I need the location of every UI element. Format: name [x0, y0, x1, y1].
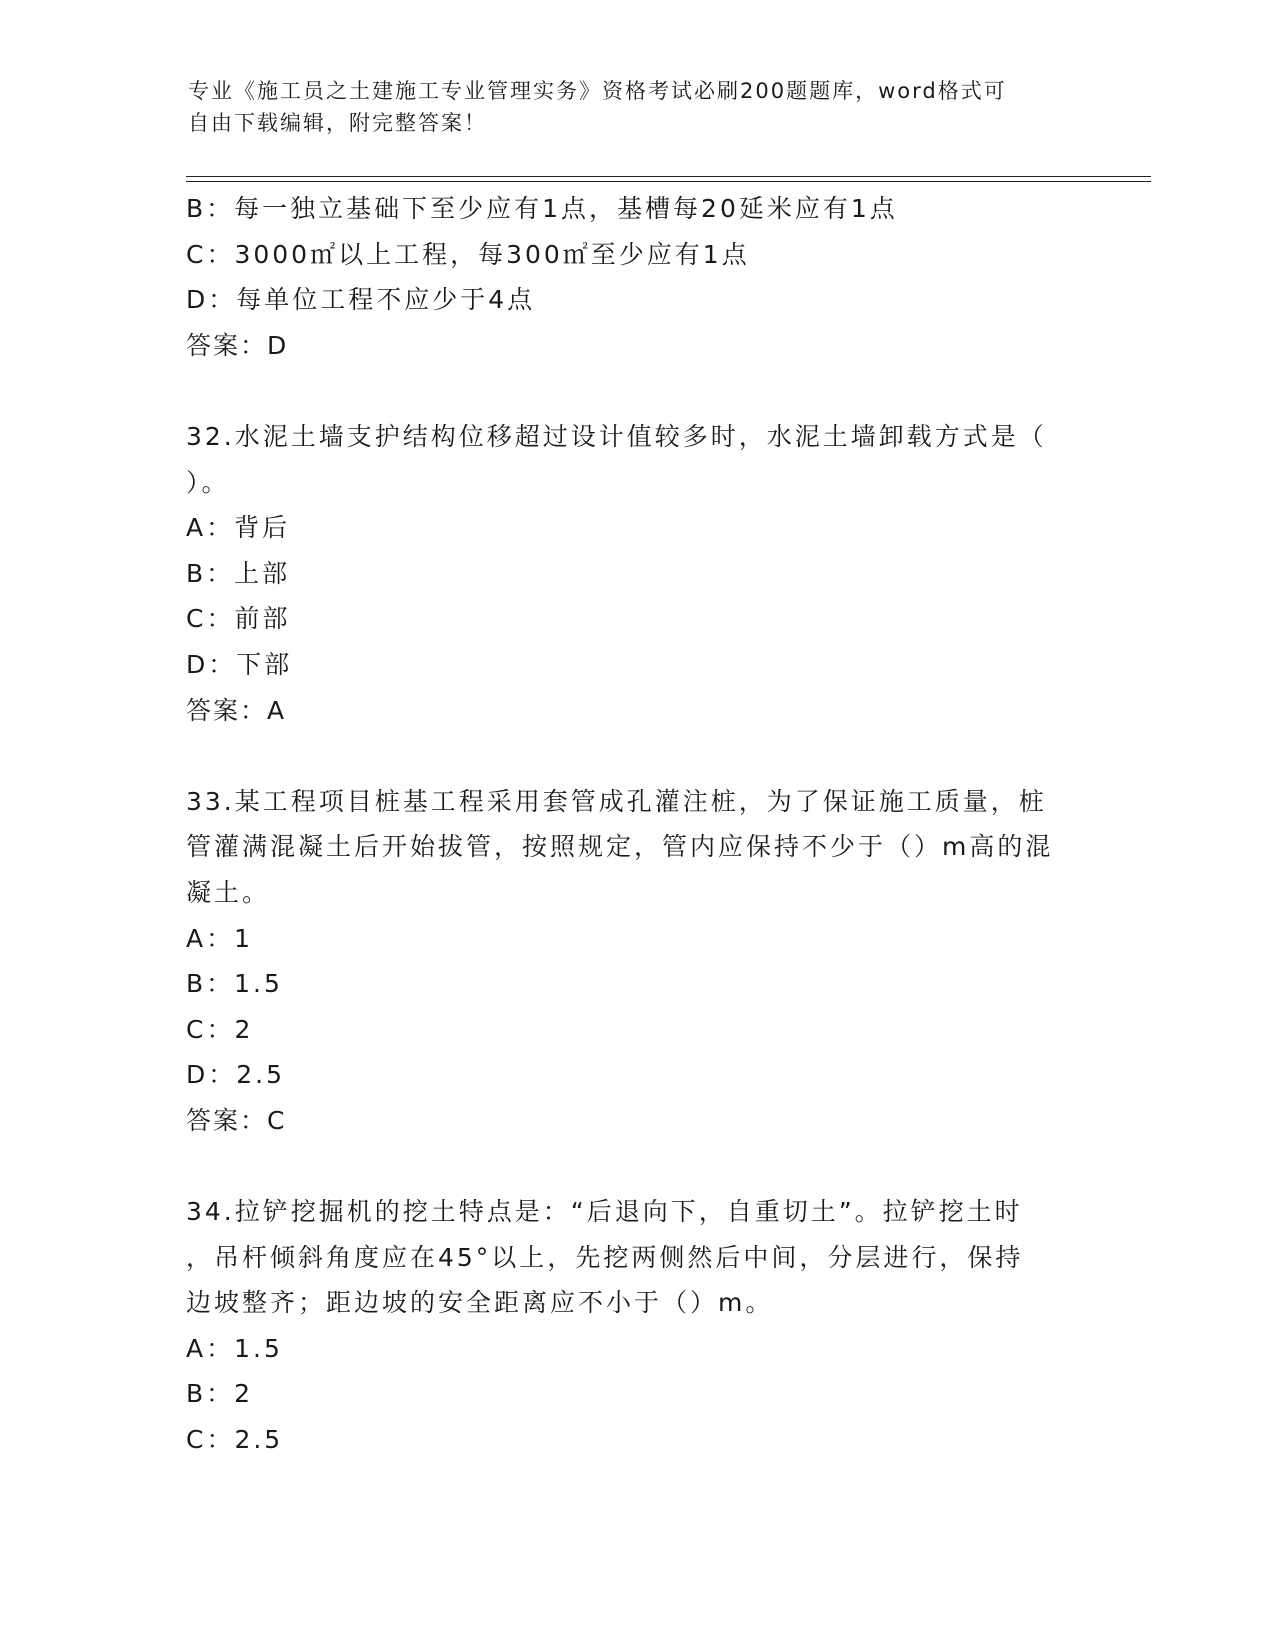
option-d: D：每单位工程不应少于4点	[186, 285, 536, 315]
question-text: 32.水泥土墙支护结构位移超过设计值较多时，水泥土墙卸载方式是（ ）。	[186, 421, 1047, 497]
option-b: B：上部	[186, 558, 291, 588]
option-a: A：1	[186, 923, 254, 953]
option-c: C：前部	[186, 604, 291, 634]
header-divider-bottom	[186, 181, 1151, 182]
answer: 答案：D	[186, 330, 289, 360]
question-text: 34.拉铲挖掘机的挖土特点是：“后退向下，自重切土”。拉铲挖土时 ，吊杆倾斜角度应在45°以上，先挖两侧然后中间，分层进行，保持 边坡整齐；距边坡的安全距离应不小于（）m。	[186, 1197, 1024, 1318]
question-content	[186, 186, 1116, 1463]
option-a: A：1.5	[186, 1333, 283, 1363]
question-33	[186, 779, 1116, 1144]
option-c: C：3000㎡以上工程，每300㎡至少应有1点	[186, 239, 750, 269]
option-d: D：2.5	[186, 1060, 286, 1090]
option-b: B：2	[186, 1379, 254, 1409]
answer: 答案：C	[186, 1105, 287, 1135]
option-d: D：下部	[186, 649, 293, 679]
option-a: A：背后	[186, 513, 291, 543]
question-31	[186, 186, 1116, 368]
header-divider-top	[186, 176, 1151, 177]
spacer	[186, 368, 1116, 414]
question-text: 33.某工程项目桩基工程采用套管成孔灌注桩，为了保证施工质量，桩 管灌满混凝土后开始拔管，按照规定，管内应保持不少于（）m高的混 凝土。	[186, 786, 1054, 907]
option-b: B：1.5	[186, 969, 283, 999]
question-32	[186, 414, 1116, 733]
header-line-1: 专业《施工员之土建施工专业管理实务》资格考试必刷200题题库，word格式可	[188, 79, 1007, 103]
header-line-2: 自由下载编辑，附完整答案！	[188, 111, 487, 135]
spacer	[186, 1143, 1116, 1189]
answer: 答案：A	[186, 695, 287, 725]
option-c: C：2.5	[186, 1425, 284, 1455]
question-34	[186, 1189, 1116, 1463]
option-b: B：每一独立基础下至少应有1点，基槽每20延米应有1点	[186, 194, 898, 223]
spacer	[186, 733, 1116, 779]
option-c: C：2	[186, 1014, 254, 1044]
document-header	[188, 75, 1088, 139]
